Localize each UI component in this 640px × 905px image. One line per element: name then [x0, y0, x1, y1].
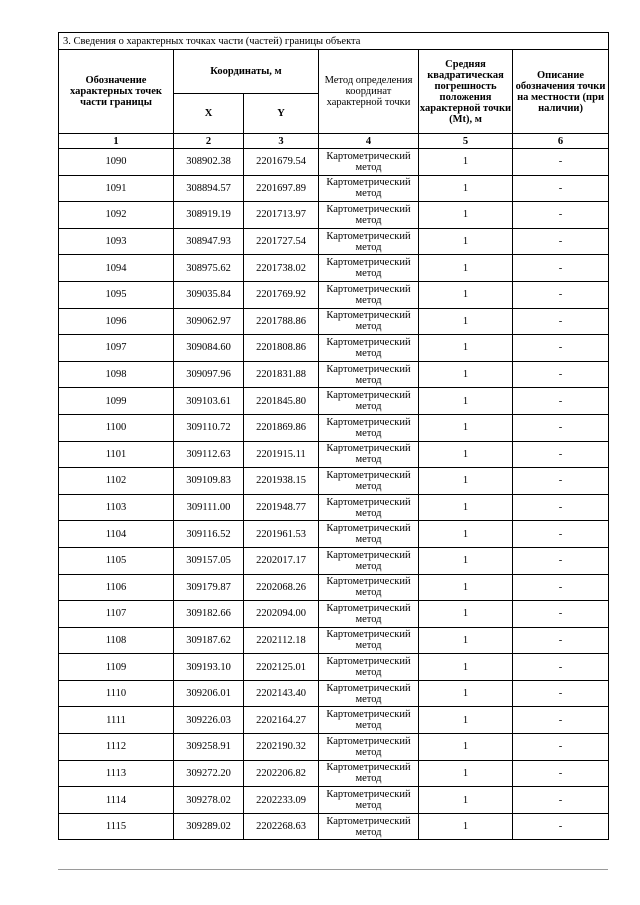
method-text: Картометрический: [326, 363, 411, 375]
table-row: [59, 760, 609, 787]
page-divider: [58, 869, 608, 870]
y-coordinate: 2202068.26: [244, 574, 319, 601]
point-description: -: [513, 760, 609, 787]
y-coordinate: 2201788.86: [244, 308, 319, 335]
method: [319, 361, 419, 388]
table-row: [59, 441, 609, 468]
point-description: -: [513, 680, 609, 707]
y-coordinate: 2201727.54: [244, 228, 319, 255]
method: [319, 255, 419, 282]
mt-error: 1: [419, 149, 513, 176]
method: [319, 760, 419, 787]
mt-error: 1: [419, 680, 513, 707]
method: [319, 149, 419, 176]
x-coordinate: 309109.83: [174, 468, 244, 495]
table-row: [59, 813, 609, 840]
point-description: -: [513, 707, 609, 734]
point-description: -: [513, 787, 609, 814]
method-text: метод: [355, 294, 382, 306]
mt-error: 1: [419, 414, 513, 441]
header-x: X: [174, 94, 244, 134]
method-text: метод: [355, 347, 382, 359]
section-title-row: [59, 33, 609, 50]
point-description: -: [513, 521, 609, 548]
mt-error: 1: [419, 574, 513, 601]
method-text: метод: [355, 241, 382, 253]
point-id: 1110: [59, 680, 174, 707]
method: [319, 787, 419, 814]
mt-error: 1: [419, 654, 513, 681]
point-id: 1096: [59, 308, 174, 335]
table-row: [59, 228, 609, 255]
method: [319, 547, 419, 574]
y-coordinate: 2202017.17: [244, 547, 319, 574]
table-row: [59, 361, 609, 388]
method-text: метод: [355, 268, 382, 280]
method: [319, 202, 419, 229]
point-id: 1111: [59, 707, 174, 734]
method-text: Картометрический: [326, 230, 411, 242]
method-text: метод: [355, 667, 382, 679]
point-description: -: [513, 627, 609, 654]
x-coordinate: 309258.91: [174, 734, 244, 761]
y-coordinate: 2201769.92: [244, 281, 319, 308]
y-coordinate: 2201713.97: [244, 202, 319, 229]
method-text: метод: [355, 826, 382, 838]
method: [319, 574, 419, 601]
mt-error: 1: [419, 175, 513, 202]
y-coordinate: 2201808.86: [244, 335, 319, 362]
column-number: 2: [174, 134, 244, 149]
method-text: метод: [355, 693, 382, 705]
method: [319, 441, 419, 468]
y-coordinate: 2202206.82: [244, 760, 319, 787]
y-coordinate: 2201845.80: [244, 388, 319, 415]
method: [319, 707, 419, 734]
table-row: [59, 494, 609, 521]
table-row: [59, 202, 609, 229]
point-id: 1094: [59, 255, 174, 282]
table-row: [59, 601, 609, 628]
x-coordinate: 308919.19: [174, 202, 244, 229]
point-id: 1092: [59, 202, 174, 229]
table-row: [59, 255, 609, 282]
method: [319, 627, 419, 654]
column-number: 6: [513, 134, 609, 149]
mt-error: 1: [419, 468, 513, 495]
method-text: Картометрический: [326, 257, 411, 269]
mt-error: 1: [419, 202, 513, 229]
point-id: 1113: [59, 760, 174, 787]
x-coordinate: 309182.66: [174, 601, 244, 628]
method-text: метод: [355, 720, 382, 732]
x-coordinate: 309289.02: [174, 813, 244, 840]
point-description: -: [513, 361, 609, 388]
method-text: Картометрический: [326, 602, 411, 614]
mt-error: 1: [419, 760, 513, 787]
method: [319, 228, 419, 255]
point-description: -: [513, 388, 609, 415]
x-coordinate: 309084.60: [174, 335, 244, 362]
method-text: метод: [355, 188, 382, 200]
method-text: метод: [355, 161, 382, 173]
method-text: Картометрический: [326, 283, 411, 295]
method-text: Картометрический: [326, 336, 411, 348]
method-text: метод: [355, 454, 382, 466]
point-id: 1107: [59, 601, 174, 628]
point-description: -: [513, 255, 609, 282]
point-id: 1091: [59, 175, 174, 202]
method-text: Картометрический: [326, 416, 411, 428]
mt-error: 1: [419, 813, 513, 840]
y-coordinate: 2202233.09: [244, 787, 319, 814]
method-text: метод: [355, 534, 382, 546]
point-id: 1090: [59, 149, 174, 176]
boundary-points-table: [58, 32, 609, 840]
method-text: метод: [355, 800, 382, 812]
point-description: -: [513, 494, 609, 521]
table-row: [59, 281, 609, 308]
mt-error: 1: [419, 255, 513, 282]
y-coordinate: 2202164.27: [244, 707, 319, 734]
table-row: [59, 680, 609, 707]
mt-error: 1: [419, 441, 513, 468]
x-coordinate: 308947.93: [174, 228, 244, 255]
method-text: метод: [355, 480, 382, 492]
method-text: Картометрический: [326, 150, 411, 162]
method-text: Картометрический: [326, 735, 411, 747]
table-row: [59, 308, 609, 335]
point-id: 1114: [59, 787, 174, 814]
x-coordinate: 309062.97: [174, 308, 244, 335]
method-text: Картометрический: [326, 815, 411, 827]
header-row: [59, 50, 609, 94]
point-description: -: [513, 813, 609, 840]
method-text: метод: [355, 587, 382, 599]
point-description: -: [513, 335, 609, 362]
mt-error: 1: [419, 547, 513, 574]
y-coordinate: 2201738.02: [244, 255, 319, 282]
mt-error: 1: [419, 228, 513, 255]
method-text: метод: [355, 773, 382, 785]
x-coordinate: 309111.00: [174, 494, 244, 521]
y-coordinate: 2201679.54: [244, 149, 319, 176]
table-row: [59, 734, 609, 761]
table-row: [59, 175, 609, 202]
method: [319, 308, 419, 335]
x-coordinate: 309187.62: [174, 627, 244, 654]
method-text: Картометрический: [326, 549, 411, 561]
mt-error: 1: [419, 335, 513, 362]
method-text: Картометрический: [326, 523, 411, 535]
x-coordinate: 309272.20: [174, 760, 244, 787]
table-row: [59, 547, 609, 574]
mt-error: 1: [419, 361, 513, 388]
point-id: 1093: [59, 228, 174, 255]
method-text: Картометрический: [326, 469, 411, 481]
point-description: -: [513, 654, 609, 681]
header-method: Метод определения координат характерной точки: [319, 50, 419, 134]
table-row: [59, 388, 609, 415]
method-text: метод: [355, 746, 382, 758]
header-error: Средняя квадратическая погрешность положения характерной точки (Mt), м: [419, 50, 513, 134]
point-description: -: [513, 414, 609, 441]
point-id: 1108: [59, 627, 174, 654]
point-description: -: [513, 308, 609, 335]
table-row: [59, 654, 609, 681]
table-row: [59, 149, 609, 176]
point-id: 1103: [59, 494, 174, 521]
method-text: Картометрический: [326, 789, 411, 801]
method: [319, 680, 419, 707]
y-coordinate: 2202190.32: [244, 734, 319, 761]
method-text: метод: [355, 374, 382, 386]
x-coordinate: 309035.84: [174, 281, 244, 308]
point-id: 1112: [59, 734, 174, 761]
mt-error: 1: [419, 494, 513, 521]
method-text: метод: [355, 427, 382, 439]
method: [319, 281, 419, 308]
point-id: 1100: [59, 414, 174, 441]
x-coordinate: 309097.96: [174, 361, 244, 388]
mt-error: 1: [419, 281, 513, 308]
method-text: Картометрический: [326, 576, 411, 588]
x-coordinate: 309193.10: [174, 654, 244, 681]
method: [319, 388, 419, 415]
y-coordinate: 2202268.63: [244, 813, 319, 840]
method-text: метод: [355, 613, 382, 625]
y-coordinate: 2202094.00: [244, 601, 319, 628]
method-text: метод: [355, 560, 382, 572]
point-description: -: [513, 149, 609, 176]
point-description: -: [513, 601, 609, 628]
table-row: [59, 414, 609, 441]
mt-error: 1: [419, 627, 513, 654]
x-coordinate: 309206.01: [174, 680, 244, 707]
point-description: -: [513, 175, 609, 202]
method-text: Картометрический: [326, 629, 411, 641]
column-numbers-row: [59, 134, 609, 149]
point-id: 1099: [59, 388, 174, 415]
method-text: метод: [355, 640, 382, 652]
x-coordinate: 309157.05: [174, 547, 244, 574]
header-description: Описание обозначения точки на местности (при наличии): [513, 50, 609, 134]
method-text: Картометрический: [326, 443, 411, 455]
y-coordinate: 2201938.15: [244, 468, 319, 495]
x-coordinate: 309103.61: [174, 388, 244, 415]
method-text: метод: [355, 401, 382, 413]
method: [319, 521, 419, 548]
y-coordinate: 2202112.18: [244, 627, 319, 654]
method-text: Картометрический: [326, 682, 411, 694]
point-id: 1102: [59, 468, 174, 495]
mt-error: 1: [419, 388, 513, 415]
method-text: Картометрический: [326, 390, 411, 402]
point-description: -: [513, 228, 609, 255]
point-id: 1104: [59, 521, 174, 548]
header-y: Y: [244, 94, 319, 134]
method: [319, 175, 419, 202]
point-id: 1097: [59, 335, 174, 362]
column-number: 4: [319, 134, 419, 149]
point-description: -: [513, 202, 609, 229]
header-designation: Обозначение характерных точек части границы: [59, 50, 174, 134]
mt-error: 1: [419, 601, 513, 628]
mt-error: 1: [419, 707, 513, 734]
table-row: [59, 468, 609, 495]
table-row: [59, 707, 609, 734]
method-text: метод: [355, 321, 382, 333]
point-id: 1106: [59, 574, 174, 601]
x-coordinate: 309116.52: [174, 521, 244, 548]
y-coordinate: 2201948.77: [244, 494, 319, 521]
method: [319, 335, 419, 362]
point-description: -: [513, 734, 609, 761]
method-text: Картометрический: [326, 709, 411, 721]
table-row: [59, 627, 609, 654]
method-text: метод: [355, 507, 382, 519]
column-number: 3: [244, 134, 319, 149]
point-id: 1101: [59, 441, 174, 468]
x-coordinate: 308975.62: [174, 255, 244, 282]
method-text: Картометрический: [326, 762, 411, 774]
point-description: -: [513, 441, 609, 468]
method: [319, 654, 419, 681]
method-text: Картометрический: [326, 310, 411, 322]
x-coordinate: 308894.57: [174, 175, 244, 202]
point-id: 1105: [59, 547, 174, 574]
x-coordinate: 309112.63: [174, 441, 244, 468]
method: [319, 734, 419, 761]
method: [319, 414, 419, 441]
method-text: Картометрический: [326, 496, 411, 508]
x-coordinate: 308902.38: [174, 149, 244, 176]
point-id: 1109: [59, 654, 174, 681]
header-coordinates: Координаты, м: [174, 50, 319, 94]
method: [319, 468, 419, 495]
y-coordinate: 2201961.53: [244, 521, 319, 548]
method-text: Картометрический: [326, 203, 411, 215]
point-id: 1098: [59, 361, 174, 388]
table-row: [59, 521, 609, 548]
point-id: 1095: [59, 281, 174, 308]
point-description: -: [513, 574, 609, 601]
point-description: -: [513, 281, 609, 308]
method: [319, 494, 419, 521]
column-number: 1: [59, 134, 174, 149]
point-description: -: [513, 547, 609, 574]
point-description: -: [513, 468, 609, 495]
x-coordinate: 309179.87: [174, 574, 244, 601]
method-text: метод: [355, 214, 382, 226]
y-coordinate: 2201869.86: [244, 414, 319, 441]
x-coordinate: 309110.72: [174, 414, 244, 441]
mt-error: 1: [419, 787, 513, 814]
y-coordinate: 2201831.88: [244, 361, 319, 388]
method-text: Картометрический: [326, 177, 411, 189]
table-row: [59, 335, 609, 362]
x-coordinate: 309278.02: [174, 787, 244, 814]
section-title: 3. Сведения о характерных точках части (частей) границы объекта: [59, 33, 609, 50]
mt-error: 1: [419, 521, 513, 548]
y-coordinate: 2201697.89: [244, 175, 319, 202]
x-coordinate: 309226.03: [174, 707, 244, 734]
method: [319, 601, 419, 628]
y-coordinate: 2201915.11: [244, 441, 319, 468]
y-coordinate: 2202143.40: [244, 680, 319, 707]
method-text: Картометрический: [326, 656, 411, 668]
point-id: 1115: [59, 813, 174, 840]
mt-error: 1: [419, 308, 513, 335]
column-number: 5: [419, 134, 513, 149]
table-row: [59, 574, 609, 601]
method: [319, 813, 419, 840]
y-coordinate: 2202125.01: [244, 654, 319, 681]
mt-error: 1: [419, 734, 513, 761]
table-row: [59, 787, 609, 814]
